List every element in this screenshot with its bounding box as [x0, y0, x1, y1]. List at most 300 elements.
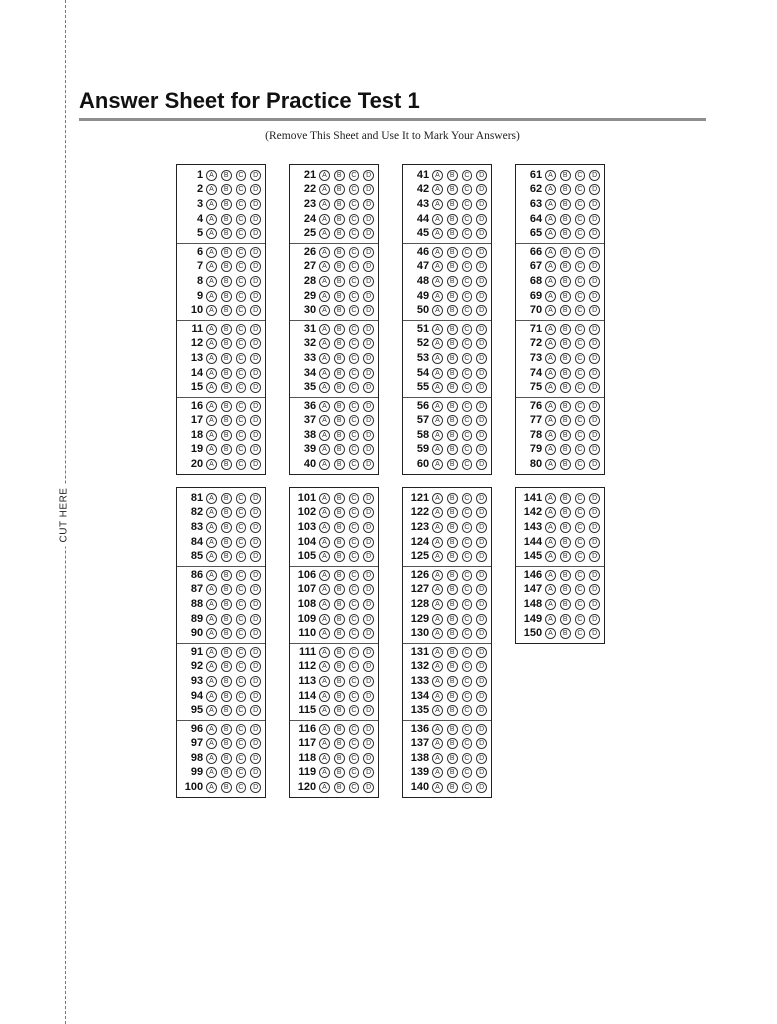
answer-bubble-d[interactable]: D	[589, 214, 600, 225]
answer-bubble-b[interactable]: B	[221, 324, 232, 335]
answer-bubble-b[interactable]: B	[447, 614, 458, 625]
answer-bubble-b[interactable]: B	[221, 537, 232, 548]
answer-bubble-d[interactable]: D	[476, 676, 487, 687]
answer-bubble-c[interactable]: C	[575, 537, 586, 548]
answer-bubble-d[interactable]: D	[476, 753, 487, 764]
answer-bubble-c[interactable]: C	[462, 570, 473, 581]
answer-bubble-c[interactable]: C	[236, 338, 247, 349]
answer-bubble-a[interactable]: A	[206, 415, 217, 426]
answer-bubble-b[interactable]: B	[221, 767, 232, 778]
answer-bubble-b[interactable]: B	[334, 184, 345, 195]
answer-bubble-b[interactable]: B	[560, 415, 571, 426]
answer-bubble-d[interactable]: D	[476, 522, 487, 533]
answer-bubble-a[interactable]: A	[206, 214, 217, 225]
answer-bubble-b[interactable]: B	[334, 430, 345, 441]
answer-bubble-c[interactable]: C	[462, 676, 473, 687]
answer-bubble-a[interactable]: A	[432, 324, 443, 335]
answer-bubble-d[interactable]: D	[363, 738, 374, 749]
answer-bubble-c[interactable]: C	[236, 214, 247, 225]
answer-bubble-d[interactable]: D	[250, 537, 261, 548]
answer-bubble-c[interactable]: C	[462, 738, 473, 749]
answer-bubble-a[interactable]: A	[206, 676, 217, 687]
answer-bubble-d[interactable]: D	[250, 430, 261, 441]
answer-bubble-d[interactable]: D	[476, 599, 487, 610]
answer-bubble-c[interactable]: C	[236, 584, 247, 595]
answer-bubble-b[interactable]: B	[334, 507, 345, 518]
answer-bubble-c[interactable]: C	[575, 551, 586, 562]
answer-bubble-a[interactable]: A	[432, 459, 443, 470]
answer-bubble-b[interactable]: B	[334, 199, 345, 210]
answer-bubble-a[interactable]: A	[206, 782, 217, 793]
answer-bubble-c[interactable]: C	[349, 459, 360, 470]
answer-bubble-c[interactable]: C	[462, 276, 473, 287]
answer-bubble-d[interactable]: D	[363, 415, 374, 426]
answer-bubble-d[interactable]: D	[589, 522, 600, 533]
answer-bubble-b[interactable]: B	[560, 537, 571, 548]
answer-bubble-c[interactable]: C	[349, 261, 360, 272]
answer-bubble-b[interactable]: B	[221, 291, 232, 302]
answer-bubble-b[interactable]: B	[560, 353, 571, 364]
answer-bubble-b[interactable]: B	[447, 276, 458, 287]
answer-bubble-d[interactable]: D	[476, 368, 487, 379]
answer-bubble-d[interactable]: D	[363, 647, 374, 658]
answer-bubble-a[interactable]: A	[319, 661, 330, 672]
answer-bubble-a[interactable]: A	[432, 247, 443, 258]
answer-bubble-c[interactable]: C	[236, 305, 247, 316]
answer-bubble-c[interactable]: C	[575, 291, 586, 302]
answer-bubble-b[interactable]: B	[334, 599, 345, 610]
answer-bubble-d[interactable]: D	[363, 184, 374, 195]
answer-bubble-c[interactable]: C	[462, 647, 473, 658]
answer-bubble-c[interactable]: C	[462, 599, 473, 610]
answer-bubble-d[interactable]: D	[250, 338, 261, 349]
answer-bubble-d[interactable]: D	[363, 570, 374, 581]
answer-bubble-d[interactable]: D	[589, 353, 600, 364]
answer-bubble-d[interactable]: D	[589, 170, 600, 181]
answer-bubble-d[interactable]: D	[363, 507, 374, 518]
answer-bubble-d[interactable]: D	[476, 738, 487, 749]
answer-bubble-c[interactable]: C	[462, 184, 473, 195]
answer-bubble-b[interactable]: B	[221, 401, 232, 412]
answer-bubble-d[interactable]: D	[363, 170, 374, 181]
answer-bubble-d[interactable]: D	[589, 584, 600, 595]
answer-bubble-a[interactable]: A	[206, 628, 217, 639]
answer-bubble-d[interactable]: D	[589, 493, 600, 504]
answer-bubble-c[interactable]: C	[462, 537, 473, 548]
answer-bubble-c[interactable]: C	[236, 570, 247, 581]
answer-bubble-c[interactable]: C	[349, 276, 360, 287]
answer-bubble-b[interactable]: B	[560, 382, 571, 393]
answer-bubble-c[interactable]: C	[462, 199, 473, 210]
answer-bubble-a[interactable]: A	[432, 522, 443, 533]
answer-bubble-d[interactable]: D	[250, 738, 261, 749]
answer-bubble-c[interactable]: C	[575, 459, 586, 470]
answer-bubble-a[interactable]: A	[545, 305, 556, 316]
answer-bubble-b[interactable]: B	[221, 338, 232, 349]
answer-bubble-b[interactable]: B	[560, 493, 571, 504]
answer-bubble-a[interactable]: A	[432, 170, 443, 181]
answer-bubble-a[interactable]: A	[319, 522, 330, 533]
answer-bubble-b[interactable]: B	[447, 214, 458, 225]
answer-bubble-c[interactable]: C	[349, 247, 360, 258]
answer-bubble-b[interactable]: B	[334, 214, 345, 225]
answer-bubble-d[interactable]: D	[476, 415, 487, 426]
answer-bubble-b[interactable]: B	[221, 738, 232, 749]
answer-bubble-d[interactable]: D	[589, 338, 600, 349]
answer-bubble-a[interactable]: A	[206, 551, 217, 562]
answer-bubble-a[interactable]: A	[206, 247, 217, 258]
answer-bubble-a[interactable]: A	[206, 647, 217, 658]
answer-bubble-a[interactable]: A	[319, 753, 330, 764]
answer-bubble-d[interactable]: D	[589, 324, 600, 335]
answer-bubble-b[interactable]: B	[221, 305, 232, 316]
answer-bubble-a[interactable]: A	[319, 261, 330, 272]
answer-bubble-a[interactable]: A	[206, 738, 217, 749]
answer-bubble-d[interactable]: D	[250, 647, 261, 658]
answer-bubble-b[interactable]: B	[447, 522, 458, 533]
answer-bubble-a[interactable]: A	[319, 459, 330, 470]
answer-bubble-a[interactable]: A	[545, 401, 556, 412]
answer-bubble-d[interactable]: D	[250, 782, 261, 793]
answer-bubble-c[interactable]: C	[349, 305, 360, 316]
answer-bubble-b[interactable]: B	[334, 537, 345, 548]
answer-bubble-b[interactable]: B	[447, 382, 458, 393]
answer-bubble-d[interactable]: D	[589, 507, 600, 518]
answer-bubble-a[interactable]: A	[206, 261, 217, 272]
answer-bubble-a[interactable]: A	[545, 276, 556, 287]
answer-bubble-b[interactable]: B	[334, 444, 345, 455]
answer-bubble-b[interactable]: B	[560, 570, 571, 581]
answer-bubble-d[interactable]: D	[363, 522, 374, 533]
answer-bubble-a[interactable]: A	[432, 199, 443, 210]
answer-bubble-b[interactable]: B	[447, 782, 458, 793]
answer-bubble-c[interactable]: C	[462, 522, 473, 533]
answer-bubble-d[interactable]: D	[476, 459, 487, 470]
answer-bubble-c[interactable]: C	[575, 261, 586, 272]
answer-bubble-c[interactable]: C	[349, 767, 360, 778]
answer-bubble-b[interactable]: B	[560, 551, 571, 562]
answer-bubble-a[interactable]: A	[319, 170, 330, 181]
answer-bubble-b[interactable]: B	[447, 584, 458, 595]
answer-bubble-d[interactable]: D	[589, 305, 600, 316]
answer-bubble-b[interactable]: B	[447, 444, 458, 455]
answer-bubble-a[interactable]: A	[319, 199, 330, 210]
answer-bubble-d[interactable]: D	[589, 459, 600, 470]
answer-bubble-c[interactable]: C	[236, 228, 247, 239]
answer-bubble-d[interactable]: D	[476, 199, 487, 210]
answer-bubble-a[interactable]: A	[319, 444, 330, 455]
answer-bubble-b[interactable]: B	[560, 522, 571, 533]
answer-bubble-c[interactable]: C	[236, 676, 247, 687]
answer-bubble-a[interactable]: A	[545, 599, 556, 610]
answer-bubble-d[interactable]: D	[250, 767, 261, 778]
answer-bubble-b[interactable]: B	[334, 368, 345, 379]
answer-bubble-d[interactable]: D	[363, 614, 374, 625]
answer-bubble-d[interactable]: D	[250, 753, 261, 764]
answer-bubble-c[interactable]: C	[575, 338, 586, 349]
answer-bubble-c[interactable]: C	[349, 507, 360, 518]
answer-bubble-c[interactable]: C	[462, 724, 473, 735]
answer-bubble-d[interactable]: D	[363, 430, 374, 441]
answer-bubble-d[interactable]: D	[476, 170, 487, 181]
answer-bubble-a[interactable]: A	[545, 368, 556, 379]
answer-bubble-a[interactable]: A	[432, 382, 443, 393]
answer-bubble-c[interactable]: C	[462, 493, 473, 504]
answer-bubble-a[interactable]: A	[206, 691, 217, 702]
answer-bubble-b[interactable]: B	[221, 214, 232, 225]
answer-bubble-b[interactable]: B	[447, 738, 458, 749]
answer-bubble-c[interactable]: C	[575, 199, 586, 210]
answer-bubble-b[interactable]: B	[447, 551, 458, 562]
answer-bubble-a[interactable]: A	[319, 324, 330, 335]
answer-bubble-a[interactable]: A	[432, 401, 443, 412]
answer-bubble-c[interactable]: C	[349, 614, 360, 625]
answer-bubble-a[interactable]: A	[206, 324, 217, 335]
answer-bubble-d[interactable]: D	[476, 382, 487, 393]
answer-bubble-b[interactable]: B	[334, 676, 345, 687]
answer-bubble-a[interactable]: A	[206, 170, 217, 181]
answer-bubble-c[interactable]: C	[575, 584, 586, 595]
answer-bubble-c[interactable]: C	[575, 570, 586, 581]
answer-bubble-a[interactable]: A	[206, 614, 217, 625]
answer-bubble-b[interactable]: B	[334, 291, 345, 302]
answer-bubble-a[interactable]: A	[545, 214, 556, 225]
answer-bubble-c[interactable]: C	[575, 382, 586, 393]
answer-bubble-a[interactable]: A	[206, 338, 217, 349]
answer-bubble-b[interactable]: B	[560, 430, 571, 441]
answer-bubble-c[interactable]: C	[462, 368, 473, 379]
answer-bubble-b[interactable]: B	[447, 415, 458, 426]
answer-bubble-d[interactable]: D	[589, 368, 600, 379]
answer-bubble-c[interactable]: C	[462, 782, 473, 793]
answer-bubble-b[interactable]: B	[221, 628, 232, 639]
answer-bubble-c[interactable]: C	[236, 522, 247, 533]
answer-bubble-c[interactable]: C	[575, 247, 586, 258]
answer-bubble-a[interactable]: A	[545, 291, 556, 302]
answer-bubble-d[interactable]: D	[363, 228, 374, 239]
answer-bubble-b[interactable]: B	[334, 276, 345, 287]
answer-bubble-a[interactable]: A	[432, 661, 443, 672]
answer-bubble-a[interactable]: A	[319, 415, 330, 426]
answer-bubble-c[interactable]: C	[349, 214, 360, 225]
answer-bubble-b[interactable]: B	[221, 415, 232, 426]
answer-bubble-d[interactable]: D	[250, 628, 261, 639]
answer-bubble-d[interactable]: D	[476, 782, 487, 793]
answer-bubble-b[interactable]: B	[221, 276, 232, 287]
answer-bubble-c[interactable]: C	[462, 459, 473, 470]
answer-bubble-d[interactable]: D	[589, 199, 600, 210]
answer-bubble-b[interactable]: B	[560, 305, 571, 316]
answer-bubble-a[interactable]: A	[545, 584, 556, 595]
answer-bubble-c[interactable]: C	[236, 291, 247, 302]
answer-bubble-d[interactable]: D	[476, 647, 487, 658]
answer-bubble-c[interactable]: C	[236, 753, 247, 764]
answer-bubble-c[interactable]: C	[462, 305, 473, 316]
answer-bubble-c[interactable]: C	[349, 522, 360, 533]
answer-bubble-b[interactable]: B	[560, 444, 571, 455]
answer-bubble-b[interactable]: B	[447, 767, 458, 778]
answer-bubble-b[interactable]: B	[221, 647, 232, 658]
answer-bubble-c[interactable]: C	[349, 382, 360, 393]
answer-bubble-d[interactable]: D	[250, 276, 261, 287]
answer-bubble-a[interactable]: A	[319, 647, 330, 658]
answer-bubble-d[interactable]: D	[363, 353, 374, 364]
answer-bubble-a[interactable]: A	[432, 551, 443, 562]
answer-bubble-c[interactable]: C	[236, 647, 247, 658]
answer-bubble-a[interactable]: A	[432, 584, 443, 595]
answer-bubble-d[interactable]: D	[250, 493, 261, 504]
answer-bubble-c[interactable]: C	[349, 584, 360, 595]
answer-bubble-a[interactable]: A	[319, 214, 330, 225]
answer-bubble-d[interactable]: D	[476, 570, 487, 581]
answer-bubble-b[interactable]: B	[447, 599, 458, 610]
answer-bubble-d[interactable]: D	[589, 291, 600, 302]
answer-bubble-d[interactable]: D	[250, 705, 261, 716]
answer-bubble-d[interactable]: D	[363, 382, 374, 393]
answer-bubble-c[interactable]: C	[575, 368, 586, 379]
answer-bubble-d[interactable]: D	[363, 599, 374, 610]
answer-bubble-d[interactable]: D	[363, 584, 374, 595]
answer-bubble-c[interactable]: C	[462, 291, 473, 302]
answer-bubble-a[interactable]: A	[319, 691, 330, 702]
answer-bubble-c[interactable]: C	[349, 724, 360, 735]
answer-bubble-d[interactable]: D	[250, 305, 261, 316]
answer-bubble-b[interactable]: B	[334, 261, 345, 272]
answer-bubble-c[interactable]: C	[575, 444, 586, 455]
answer-bubble-d[interactable]: D	[363, 305, 374, 316]
answer-bubble-a[interactable]: A	[206, 276, 217, 287]
answer-bubble-d[interactable]: D	[363, 291, 374, 302]
answer-bubble-d[interactable]: D	[476, 401, 487, 412]
answer-bubble-a[interactable]: A	[545, 570, 556, 581]
answer-bubble-d[interactable]: D	[250, 353, 261, 364]
answer-bubble-b[interactable]: B	[221, 584, 232, 595]
answer-bubble-c[interactable]: C	[462, 214, 473, 225]
answer-bubble-c[interactable]: C	[462, 584, 473, 595]
answer-bubble-a[interactable]: A	[545, 507, 556, 518]
answer-bubble-b[interactable]: B	[560, 261, 571, 272]
answer-bubble-d[interactable]: D	[363, 661, 374, 672]
answer-bubble-b[interactable]: B	[447, 199, 458, 210]
answer-bubble-b[interactable]: B	[221, 522, 232, 533]
answer-bubble-b[interactable]: B	[447, 324, 458, 335]
answer-bubble-c[interactable]: C	[575, 353, 586, 364]
answer-bubble-b[interactable]: B	[560, 599, 571, 610]
answer-bubble-b[interactable]: B	[447, 537, 458, 548]
answer-bubble-a[interactable]: A	[545, 459, 556, 470]
answer-bubble-a[interactable]: A	[319, 551, 330, 562]
answer-bubble-d[interactable]: D	[589, 261, 600, 272]
answer-bubble-c[interactable]: C	[236, 430, 247, 441]
answer-bubble-b[interactable]: B	[560, 628, 571, 639]
answer-bubble-b[interactable]: B	[221, 551, 232, 562]
answer-bubble-a[interactable]: A	[319, 368, 330, 379]
answer-bubble-b[interactable]: B	[221, 170, 232, 181]
answer-bubble-a[interactable]: A	[319, 676, 330, 687]
answer-bubble-b[interactable]: B	[560, 199, 571, 210]
answer-bubble-a[interactable]: A	[432, 676, 443, 687]
answer-bubble-b[interactable]: B	[334, 724, 345, 735]
answer-bubble-d[interactable]: D	[363, 691, 374, 702]
answer-bubble-a[interactable]: A	[319, 628, 330, 639]
answer-bubble-b[interactable]: B	[221, 199, 232, 210]
answer-bubble-d[interactable]: D	[250, 261, 261, 272]
answer-bubble-b[interactable]: B	[447, 184, 458, 195]
answer-bubble-d[interactable]: D	[476, 614, 487, 625]
answer-bubble-d[interactable]: D	[250, 724, 261, 735]
answer-bubble-d[interactable]: D	[476, 628, 487, 639]
answer-bubble-c[interactable]: C	[236, 724, 247, 735]
answer-bubble-b[interactable]: B	[221, 228, 232, 239]
answer-bubble-c[interactable]: C	[462, 247, 473, 258]
answer-bubble-d[interactable]: D	[363, 459, 374, 470]
answer-bubble-b[interactable]: B	[334, 614, 345, 625]
answer-bubble-d[interactable]: D	[363, 199, 374, 210]
answer-bubble-a[interactable]: A	[319, 493, 330, 504]
answer-bubble-b[interactable]: B	[334, 522, 345, 533]
answer-bubble-a[interactable]: A	[319, 228, 330, 239]
answer-bubble-b[interactable]: B	[334, 647, 345, 658]
answer-bubble-c[interactable]: C	[349, 738, 360, 749]
answer-bubble-b[interactable]: B	[221, 782, 232, 793]
answer-bubble-b[interactable]: B	[447, 170, 458, 181]
answer-bubble-b[interactable]: B	[334, 584, 345, 595]
answer-bubble-a[interactable]: A	[545, 493, 556, 504]
answer-bubble-d[interactable]: D	[476, 537, 487, 548]
answer-bubble-a[interactable]: A	[206, 507, 217, 518]
answer-bubble-c[interactable]: C	[462, 324, 473, 335]
answer-bubble-c[interactable]: C	[349, 353, 360, 364]
answer-bubble-c[interactable]: C	[575, 276, 586, 287]
answer-bubble-c[interactable]: C	[349, 338, 360, 349]
answer-bubble-b[interactable]: B	[560, 459, 571, 470]
answer-bubble-a[interactable]: A	[432, 691, 443, 702]
answer-bubble-b[interactable]: B	[221, 459, 232, 470]
answer-bubble-a[interactable]: A	[432, 228, 443, 239]
answer-bubble-b[interactable]: B	[560, 401, 571, 412]
answer-bubble-a[interactable]: A	[432, 184, 443, 195]
answer-bubble-b[interactable]: B	[334, 705, 345, 716]
answer-bubble-a[interactable]: A	[545, 430, 556, 441]
answer-bubble-a[interactable]: A	[319, 584, 330, 595]
answer-bubble-d[interactable]: D	[589, 401, 600, 412]
answer-bubble-c[interactable]: C	[462, 401, 473, 412]
answer-bubble-a[interactable]: A	[319, 705, 330, 716]
answer-bubble-b[interactable]: B	[334, 782, 345, 793]
answer-bubble-a[interactable]: A	[432, 628, 443, 639]
answer-bubble-b[interactable]: B	[221, 368, 232, 379]
answer-bubble-b[interactable]: B	[447, 305, 458, 316]
answer-bubble-c[interactable]: C	[462, 353, 473, 364]
answer-bubble-a[interactable]: A	[319, 247, 330, 258]
answer-bubble-b[interactable]: B	[334, 353, 345, 364]
answer-bubble-a[interactable]: A	[432, 276, 443, 287]
answer-bubble-a[interactable]: A	[545, 338, 556, 349]
answer-bubble-a[interactable]: A	[206, 291, 217, 302]
answer-bubble-b[interactable]: B	[221, 184, 232, 195]
answer-bubble-d[interactable]: D	[250, 415, 261, 426]
answer-bubble-d[interactable]: D	[250, 247, 261, 258]
answer-bubble-a[interactable]: A	[206, 537, 217, 548]
answer-bubble-a[interactable]: A	[319, 353, 330, 364]
answer-bubble-d[interactable]: D	[363, 214, 374, 225]
answer-bubble-d[interactable]: D	[589, 537, 600, 548]
answer-bubble-c[interactable]: C	[349, 537, 360, 548]
answer-bubble-d[interactable]: D	[363, 782, 374, 793]
answer-bubble-d[interactable]: D	[250, 691, 261, 702]
answer-bubble-a[interactable]: A	[545, 382, 556, 393]
answer-bubble-c[interactable]: C	[349, 430, 360, 441]
